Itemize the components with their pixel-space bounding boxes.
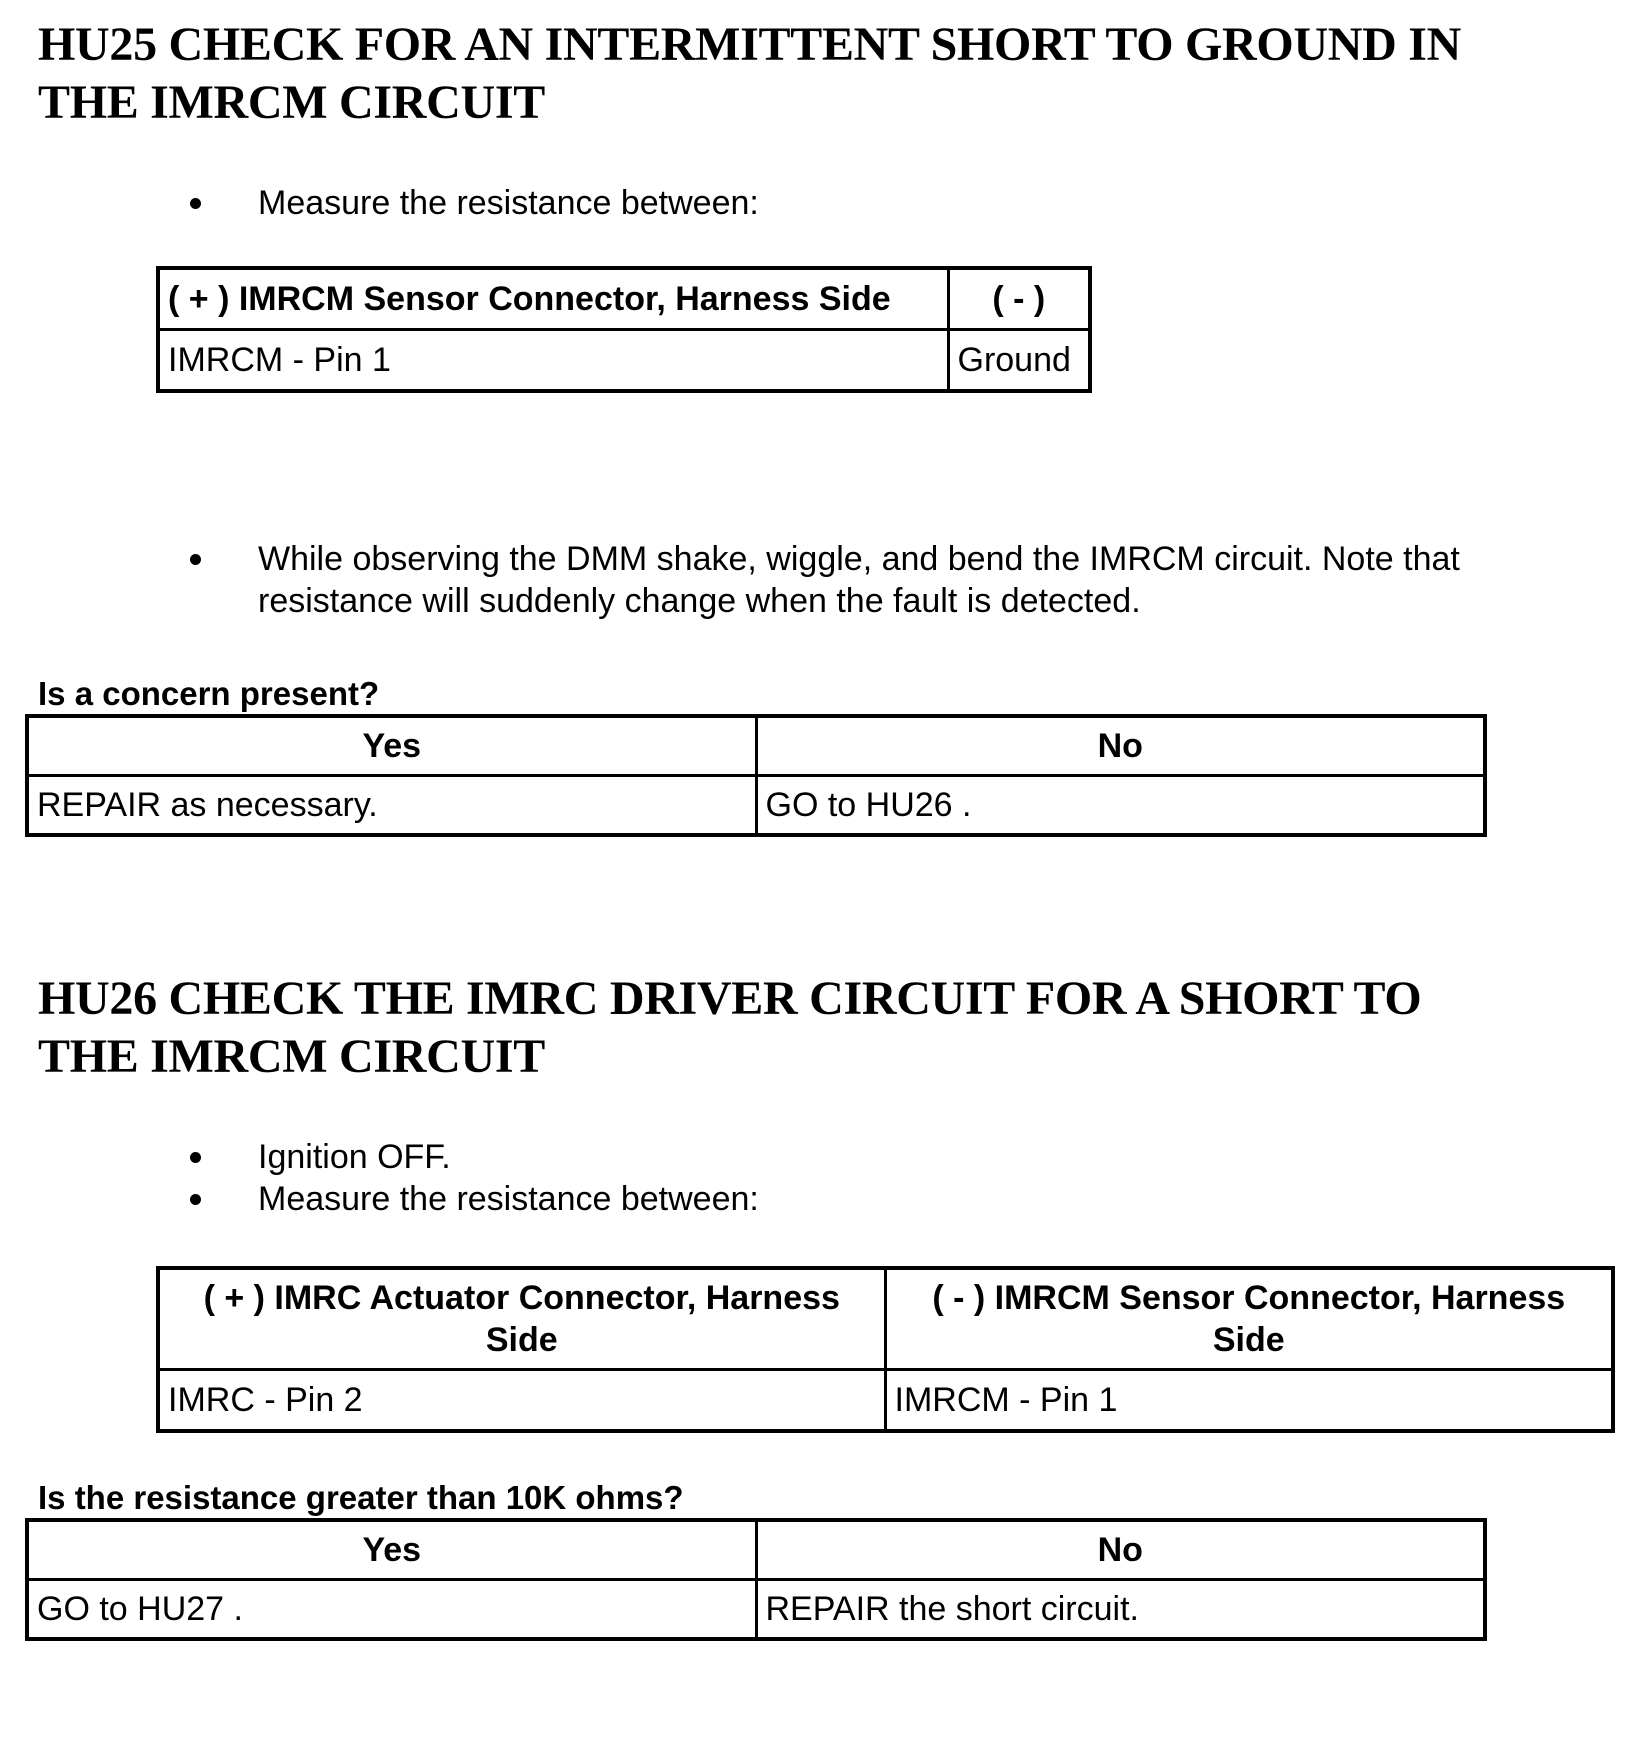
table-cell: IMRCM - Pin 1 xyxy=(885,1370,1613,1432)
hu25-answer-table xyxy=(25,714,1487,837)
list-item: Measure the resistance between: xyxy=(188,1178,1558,1220)
bullet-icon xyxy=(190,198,201,209)
table-row xyxy=(158,330,1090,392)
hu25-measure-table xyxy=(156,266,1092,393)
table-row xyxy=(27,776,1485,836)
hu25-question: Is a concern present? xyxy=(38,675,380,712)
table-cell: GO to HU27 . xyxy=(27,1580,756,1640)
table-cell: IMRC - Pin 2 xyxy=(158,1370,885,1432)
table-header-cell: ( - ) xyxy=(948,268,1090,330)
hu26-measure-table xyxy=(156,1266,1615,1433)
table-header-row xyxy=(27,1520,1485,1580)
table-row xyxy=(158,1370,1613,1432)
hu26-steps xyxy=(188,1136,1558,1220)
bullet-icon xyxy=(190,1194,201,1205)
hu25-title-line2: THE IMRCM CIRCUIT xyxy=(38,76,545,129)
table-cell: REPAIR the short circuit. xyxy=(756,1580,1485,1640)
table-header-cell: No xyxy=(756,716,1485,776)
hu26-question: Is the resistance greater than 10K ohms? xyxy=(38,1479,684,1516)
hu26-answer-table xyxy=(25,1518,1487,1641)
table-header-cell: ( + ) IMRCM Sensor Connector, Harness Side xyxy=(158,268,948,330)
hu25-title xyxy=(38,16,1461,132)
bullet-icon xyxy=(190,1152,201,1163)
hu25-steps-2 xyxy=(188,538,1558,622)
table-cell: GO to HU26 . xyxy=(756,776,1485,836)
bullet-icon xyxy=(190,554,201,565)
table-header-cell: Yes xyxy=(27,716,756,776)
table-header-row xyxy=(158,1268,1613,1370)
list-item: Ignition OFF. xyxy=(188,1136,1558,1178)
table-header-cell: No xyxy=(756,1520,1485,1580)
table-row xyxy=(27,1580,1485,1640)
table-cell: REPAIR as necessary. xyxy=(27,776,756,836)
hu25-title-line1: HU25 CHECK FOR AN INTERMITTENT SHORT TO GROUND IN xyxy=(38,18,1461,71)
table-header-cell: Yes xyxy=(27,1520,756,1580)
list-item: While observing the DMM shake, wiggle, and bend the IMRCM circuit. Note that resistance will suddenly change when the fault is detected. xyxy=(188,538,1558,622)
hu26-title-line2: THE IMRCM CIRCUIT xyxy=(38,1030,545,1083)
hu25-steps-1 xyxy=(188,182,1558,224)
table-header-cell: ( + ) IMRC Actuator Connector, Harness Side xyxy=(158,1268,885,1370)
table-header-row xyxy=(27,716,1485,776)
table-cell: IMRCM - Pin 1 xyxy=(158,330,948,392)
hu26-title-line1: HU26 CHECK THE IMRC DRIVER CIRCUIT FOR A SHORT TO xyxy=(38,972,1422,1025)
table-header-row xyxy=(158,268,1090,330)
table-header-cell: ( - ) IMRCM Sensor Connector, Harness Side xyxy=(885,1268,1613,1370)
hu26-title xyxy=(38,970,1421,1086)
table-cell: Ground xyxy=(948,330,1090,392)
list-item: Measure the resistance between: xyxy=(188,182,1558,224)
